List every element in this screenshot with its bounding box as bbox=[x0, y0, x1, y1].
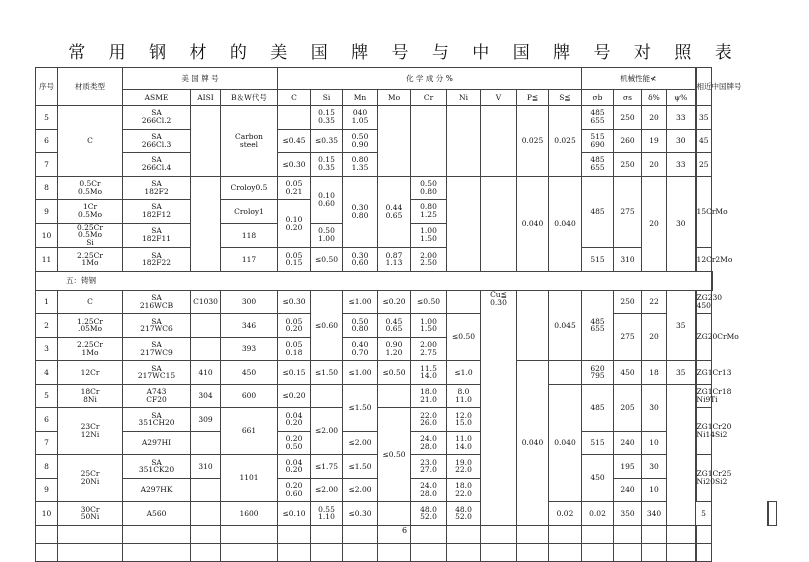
table-cell bbox=[481, 543, 517, 561]
table-cell: 350 bbox=[614, 502, 642, 526]
table-cell: 5 bbox=[696, 502, 712, 526]
table-cell bbox=[549, 361, 582, 385]
table-cell: 0.040 bbox=[549, 384, 582, 502]
table-cell: ZG1Cr18 Ni9Ti bbox=[696, 384, 712, 408]
table-cell: 0.80 1.25 bbox=[411, 200, 447, 224]
table-cell bbox=[447, 290, 481, 314]
table-cell: 48.0 52.0 bbox=[447, 502, 481, 526]
table-cell: 2.00 2.75 bbox=[411, 337, 447, 361]
table-cell: ≤0.50 bbox=[378, 361, 411, 385]
table-cell: 6 bbox=[36, 408, 58, 432]
table-cell: 0.05 0.18 bbox=[278, 337, 311, 361]
table-cell bbox=[343, 543, 378, 561]
table-cell: 485 655 bbox=[582, 290, 614, 361]
table-cell: 19.0 22.0 bbox=[447, 455, 481, 479]
table-cell bbox=[58, 543, 123, 561]
table-cell: 310 bbox=[191, 455, 221, 479]
table-cell: SA 182F22 bbox=[123, 248, 191, 272]
table-row bbox=[36, 271, 777, 290]
table-cell: 7 bbox=[36, 153, 58, 177]
table-cell: 0.90 1.20 bbox=[378, 337, 411, 361]
table-cell bbox=[378, 106, 411, 177]
table-cell: 450 bbox=[221, 361, 278, 385]
table-cell: ≤2.00 bbox=[311, 478, 343, 502]
table-cell: 48.0 52.0 bbox=[411, 502, 447, 526]
table-cell bbox=[712, 153, 768, 177]
table-cell: 340 bbox=[642, 502, 667, 526]
table-cell: 2.25Cr 1Mo bbox=[58, 337, 123, 361]
table-cell: 30 bbox=[642, 384, 667, 431]
table-cell: ≤0.50 bbox=[447, 314, 481, 361]
table-cell: SA 216WCB bbox=[123, 290, 191, 314]
table-cell: 515 bbox=[582, 431, 614, 455]
header-sb: σb bbox=[582, 90, 614, 106]
table-cell: 20 bbox=[642, 314, 667, 361]
table-cell: 0.55 1.10 bbox=[311, 502, 343, 526]
table-cell: 0.025 bbox=[549, 106, 582, 177]
table-cell bbox=[378, 543, 411, 561]
table-cell: ≤0.50 bbox=[378, 408, 411, 502]
header-seq: 序号 bbox=[36, 68, 58, 106]
header-p: P≦ bbox=[517, 90, 549, 106]
table-cell: ≤1.00 bbox=[343, 290, 378, 314]
table-cell: Croloy0.5 bbox=[221, 176, 278, 200]
table-row bbox=[36, 106, 777, 130]
table-cell: 0.30 0.80 bbox=[343, 176, 378, 248]
table-cell: 0.040 bbox=[517, 176, 549, 271]
header-us-grade: 美 国 牌 号 bbox=[123, 68, 278, 90]
header-type: 材质类型 bbox=[58, 68, 123, 106]
table-cell: 0.05 0.21 bbox=[278, 176, 311, 200]
table-cell: ≤2.00 bbox=[343, 431, 378, 455]
table-cell: ≤1.50 bbox=[343, 455, 378, 479]
header-mech: 机械性能≮ bbox=[582, 68, 696, 90]
table-cell bbox=[411, 543, 447, 561]
table-cell: 2 bbox=[36, 314, 58, 338]
table-cell: 11.0 14.0 bbox=[447, 431, 481, 455]
table-cell: 0.50 0.90 bbox=[343, 129, 378, 153]
table-cell: C bbox=[58, 106, 123, 177]
table-cell bbox=[311, 384, 343, 408]
table-cell: 9 bbox=[36, 478, 58, 502]
table-cell: 18.0 21.0 bbox=[411, 384, 447, 408]
table-cell bbox=[311, 543, 343, 561]
table-cell: 0.02 bbox=[549, 502, 582, 526]
table-cell: 23.0 27.0 bbox=[411, 455, 447, 479]
table-cell: SA 266Cl.2 bbox=[123, 106, 191, 130]
page-number: 6 bbox=[401, 526, 408, 535]
table-row bbox=[36, 384, 777, 408]
table-cell: 620 795 bbox=[582, 361, 614, 385]
table-cell: ZG1Cr13 bbox=[696, 361, 712, 385]
table-cell: 450 bbox=[582, 455, 614, 502]
table-cell: 0.040 bbox=[517, 361, 549, 526]
table-cell bbox=[278, 543, 311, 561]
table-cell: 450 bbox=[614, 361, 642, 385]
table-cell: ≤0.30 bbox=[278, 153, 311, 177]
table-cell: 240 bbox=[614, 478, 642, 502]
header-aisi: AISI bbox=[191, 90, 221, 106]
table-cell: 6 bbox=[36, 129, 58, 153]
section-heading-cast-steel: 五：铸钢 bbox=[36, 271, 712, 290]
table-cell: 10 bbox=[36, 502, 58, 526]
table-cell: 275 bbox=[614, 176, 642, 248]
table-cell: 0.45 0.65 bbox=[378, 314, 411, 338]
table-cell: 20 bbox=[642, 106, 667, 130]
table-cell: 20 bbox=[642, 153, 667, 177]
table-cell bbox=[191, 106, 221, 177]
table-cell: 8.0 11.0 bbox=[447, 384, 481, 408]
table-cell: A297HK bbox=[123, 478, 191, 502]
table-cell: 250 bbox=[614, 106, 642, 130]
table-row bbox=[36, 543, 777, 561]
table-row bbox=[36, 314, 777, 338]
table-cell: Carbon steel bbox=[221, 106, 278, 177]
table-cell bbox=[36, 543, 58, 561]
table-cell: 0.30 0.60 bbox=[343, 248, 378, 272]
table-cell: 0.25Cr 0.5Mo Si bbox=[58, 223, 123, 248]
table-cell: C1030 bbox=[191, 290, 221, 314]
table-cell: 10 bbox=[642, 478, 667, 502]
table-cell: 20 bbox=[642, 176, 667, 271]
table-cell: 515 bbox=[582, 248, 614, 272]
table-cell: 0.20 0.50 bbox=[278, 431, 311, 455]
table-cell bbox=[549, 543, 582, 561]
table-cell: 250 bbox=[614, 153, 642, 177]
table-cell: ≤0.45 bbox=[278, 129, 311, 153]
table-cell: 35 bbox=[696, 106, 712, 130]
table-cell bbox=[642, 543, 667, 561]
table-cell: SA 217WC9 bbox=[123, 337, 191, 361]
table-cell: ≤1.0 bbox=[447, 361, 481, 385]
page-title: 常 用 钢 材 的 美 国 牌 号 与 中 国 牌 号 对 照 表 bbox=[68, 43, 741, 63]
table-cell: ≤0.35 bbox=[311, 129, 343, 153]
table-cell: 1.25Cr .05Mo bbox=[58, 314, 123, 338]
table-cell bbox=[582, 543, 614, 561]
header-delta: δ% bbox=[642, 90, 667, 106]
header-cr: Cr bbox=[411, 90, 447, 106]
table-cell bbox=[191, 337, 221, 361]
table-cell: 0.05 0.15 bbox=[278, 248, 311, 272]
table-cell: 5 bbox=[36, 106, 58, 130]
table-cell: 485 655 bbox=[582, 106, 614, 130]
table-cell bbox=[191, 478, 221, 502]
header-v: V bbox=[481, 90, 517, 106]
table-cell: 30Cr 50Ni bbox=[58, 502, 123, 526]
table-cell: 0.44 0.65 bbox=[378, 176, 411, 248]
table-cell bbox=[667, 384, 696, 525]
table-cell: 117 bbox=[221, 248, 278, 272]
header-c: C bbox=[278, 90, 311, 106]
table-cell: 309 bbox=[191, 408, 221, 432]
header-row bbox=[36, 68, 777, 90]
table-cell: 15CrMo bbox=[696, 176, 712, 248]
table-cell: A560 bbox=[123, 502, 191, 526]
table-row bbox=[36, 502, 777, 526]
table-cell: 0.50 0.80 bbox=[343, 314, 378, 338]
table-cell bbox=[191, 176, 221, 271]
table-cell: 300 bbox=[221, 290, 278, 314]
table-cell: 661 bbox=[221, 408, 278, 455]
table-cell: 304 bbox=[191, 384, 221, 408]
table-cell: Croloy1 bbox=[221, 200, 278, 224]
table-cell bbox=[712, 271, 768, 290]
table-cell: ≤0.15 bbox=[278, 361, 311, 385]
table-cell: 9 bbox=[36, 200, 58, 224]
table-cell: 250 bbox=[614, 290, 642, 314]
table-cell: ≤0.50 bbox=[311, 248, 343, 272]
table-cell: ≤0.10 bbox=[278, 502, 311, 526]
table-cell: 18Cr 8Ni bbox=[58, 384, 123, 408]
table-cell: 275 bbox=[614, 314, 642, 361]
table-cell: 0.40 0.70 bbox=[343, 337, 378, 361]
table-cell: 346 bbox=[221, 314, 278, 338]
table-cell: SA 266Cl.3 bbox=[123, 129, 191, 153]
table-cell: 310 bbox=[614, 248, 642, 272]
table-cell: 0.50 0.80 bbox=[411, 176, 447, 200]
table-cell: 11.5 14.0 bbox=[411, 361, 447, 385]
table-cell: SA 217WC15 bbox=[123, 361, 191, 385]
table-cell: SA 182F12 bbox=[123, 200, 191, 224]
table-cell: 1 bbox=[36, 290, 58, 314]
table-cell: 7 bbox=[36, 431, 58, 455]
table-cell: 3 bbox=[36, 337, 58, 361]
table-cell: 0.05 0.20 bbox=[278, 314, 311, 338]
table-cell bbox=[696, 543, 712, 561]
table-cell: ZG1Cr25 Ni20Si2 bbox=[696, 455, 712, 502]
table-cell: 0.87 1.13 bbox=[378, 248, 411, 272]
table-cell: 1600 bbox=[221, 502, 278, 526]
table-cell: 485 bbox=[582, 176, 614, 248]
table-cell: 45 bbox=[696, 129, 712, 153]
table-cell: A743 CF20 bbox=[123, 384, 191, 408]
table-cell: Cu≦ 0.30 bbox=[481, 290, 517, 525]
table-cell: 195 bbox=[614, 455, 642, 479]
table-cell: 33 bbox=[667, 106, 696, 130]
table-cell: 0.15 0.35 bbox=[311, 153, 343, 177]
header-asme: ASME bbox=[123, 90, 191, 106]
table-cell: SA 351CH20 bbox=[123, 408, 191, 432]
table-cell: ≤0.30 bbox=[343, 502, 378, 526]
table-cell: ≤0.50 bbox=[411, 290, 447, 314]
table-cell: 30 bbox=[642, 455, 667, 479]
header-chem: 化 学 成 分 % bbox=[278, 68, 582, 90]
table-cell: ≤1.00 bbox=[343, 361, 378, 385]
table-cell: ≤1.50 bbox=[343, 384, 378, 431]
table-cell bbox=[447, 176, 481, 271]
table-cell bbox=[191, 543, 221, 561]
header-ss: σs bbox=[614, 90, 642, 106]
subheader-row bbox=[36, 90, 777, 106]
table-cell: 8 bbox=[36, 176, 58, 200]
table-cell: 12Cr bbox=[58, 361, 123, 385]
table-cell: 118 bbox=[221, 223, 278, 248]
table-cell: 0.025 bbox=[517, 106, 549, 177]
header-si: Si bbox=[311, 90, 343, 106]
table-cell: ≤2.00 bbox=[343, 478, 378, 502]
table-cell bbox=[447, 543, 481, 561]
table-cell bbox=[517, 543, 549, 561]
table-cell: 23Cr 12Ni bbox=[58, 408, 123, 455]
table-cell: SA 217WC6 bbox=[123, 314, 191, 338]
table-cell bbox=[481, 176, 517, 271]
table-cell: ≤1.75 bbox=[311, 455, 343, 479]
table-cell: ≤0.30 bbox=[278, 290, 311, 314]
table-cell: 24.0 28.0 bbox=[411, 478, 447, 502]
table-cell: 0.10 0.20 bbox=[278, 200, 311, 248]
table-cell bbox=[447, 106, 481, 177]
table-cell: 35 bbox=[667, 361, 696, 385]
table-row bbox=[36, 361, 777, 385]
table-cell: ZG230 450 bbox=[696, 290, 712, 314]
table-cell: 240 bbox=[614, 431, 642, 455]
table-cell: 22.0 26.0 bbox=[411, 408, 447, 432]
table-cell: 393 bbox=[221, 337, 278, 361]
table-cell: 0.50 1.00 bbox=[311, 223, 343, 248]
table-row bbox=[36, 290, 777, 314]
table-cell: 30 bbox=[667, 129, 696, 153]
steel-grade-table bbox=[35, 67, 777, 562]
table-cell: 19 bbox=[642, 129, 667, 153]
table-cell: 25Cr 20Ni bbox=[58, 455, 123, 502]
table-cell bbox=[712, 106, 768, 130]
table-cell bbox=[378, 502, 411, 526]
table-cell: SA 351CK20 bbox=[123, 455, 191, 479]
table-cell: 0.045 bbox=[549, 290, 582, 361]
table-cell: 10 bbox=[642, 431, 667, 455]
table-cell: 0.15 0.35 bbox=[311, 106, 343, 130]
table-cell: 1Cr 0.5Mo bbox=[58, 200, 123, 224]
table-cell: 22 bbox=[642, 290, 667, 314]
table-cell: ≤1.50 bbox=[311, 361, 343, 385]
table-cell: 205 bbox=[614, 384, 642, 431]
table-cell: C bbox=[58, 290, 123, 314]
table-cell bbox=[517, 290, 549, 361]
table-cell bbox=[191, 431, 221, 455]
table-cell bbox=[481, 106, 517, 177]
table-cell bbox=[123, 543, 191, 561]
table-cell: 2.00 2.50 bbox=[411, 248, 447, 272]
table-cell: 0.20 0.60 bbox=[278, 478, 311, 502]
table-cell: 410 bbox=[191, 361, 221, 385]
table-cell: 12Cr2Mo bbox=[696, 248, 712, 272]
table-cell: 0.10 0.60 bbox=[311, 176, 343, 223]
header-mn: Mn bbox=[343, 90, 378, 106]
table-cell: 260 bbox=[614, 129, 642, 153]
table-cell: SA 182F11 bbox=[123, 223, 191, 248]
table-cell: 0.040 bbox=[549, 176, 582, 271]
table-cell: ≤0.20 bbox=[378, 290, 411, 314]
table-cell bbox=[191, 502, 221, 526]
table-cell: 0.5Cr 0.5Mo bbox=[58, 176, 123, 200]
table-cell: 18 bbox=[642, 361, 667, 385]
table-cell: 0.02 bbox=[582, 502, 614, 526]
table-cell: 12.0 15.0 bbox=[447, 408, 481, 432]
table-cell: 25 bbox=[696, 153, 712, 177]
table-cell: 10 bbox=[36, 223, 58, 248]
table-cell: ZG1Cr20 Ni14Si2 bbox=[696, 408, 712, 455]
table-cell: SA 266Cl.4 bbox=[123, 153, 191, 177]
table-cell bbox=[191, 314, 221, 338]
table-cell: 0.80 1.35 bbox=[343, 153, 378, 177]
table-cell: 0.04 0.20 bbox=[278, 455, 311, 479]
table-cell bbox=[411, 106, 447, 177]
table-cell: 30 bbox=[667, 176, 696, 271]
header-bw: B＆W代号 bbox=[221, 90, 278, 106]
table-cell bbox=[614, 543, 642, 561]
table-cell bbox=[768, 502, 777, 526]
table-cell: 11 bbox=[36, 248, 58, 272]
table-cell: 33 bbox=[667, 153, 696, 177]
header-s: S≦ bbox=[549, 90, 582, 106]
table-cell: ≤0.60 bbox=[311, 290, 343, 361]
header-ni: Ni bbox=[447, 90, 481, 106]
table-cell: ≤0.20 bbox=[278, 384, 311, 408]
table-cell: 0.04 0.20 bbox=[278, 408, 311, 432]
header-mo: Mo bbox=[378, 90, 411, 106]
table-cell: ZG20CrMo bbox=[696, 314, 712, 361]
table-cell: 18.0 22.0 bbox=[447, 478, 481, 502]
header-cn-grade: 相近中国牌号 bbox=[696, 68, 712, 106]
table-cell bbox=[278, 106, 311, 130]
table-cell: 1.00 1.50 bbox=[411, 223, 447, 248]
table-cell: 2.25Cr 1Mo bbox=[58, 248, 123, 272]
table-cell: 1.00 1.50 bbox=[411, 314, 447, 338]
table-cell: 4 bbox=[36, 361, 58, 385]
table-cell: 1101 bbox=[221, 455, 278, 502]
table-cell: ≤2.00 bbox=[311, 408, 343, 455]
table-cell: 24.0 28.0 bbox=[411, 431, 447, 455]
table-cell bbox=[712, 129, 768, 153]
table-cell: 8 bbox=[36, 455, 58, 479]
table-cell: 515 690 bbox=[582, 129, 614, 153]
table-cell: 485 655 bbox=[582, 153, 614, 177]
table-row bbox=[36, 176, 777, 200]
header-psi: ψ% bbox=[667, 90, 696, 106]
table-cell: 5 bbox=[36, 384, 58, 408]
table-cell: 040 1.05 bbox=[343, 106, 378, 130]
table-cell: 35 bbox=[667, 290, 696, 361]
table-cell bbox=[667, 543, 696, 561]
table-cell: A297HI bbox=[123, 431, 191, 455]
table-cell bbox=[221, 543, 278, 561]
table-cell: 600 bbox=[221, 384, 278, 408]
table-cell bbox=[378, 384, 411, 408]
table-cell: 485 bbox=[582, 384, 614, 431]
table-cell: SA 182F2 bbox=[123, 176, 191, 200]
